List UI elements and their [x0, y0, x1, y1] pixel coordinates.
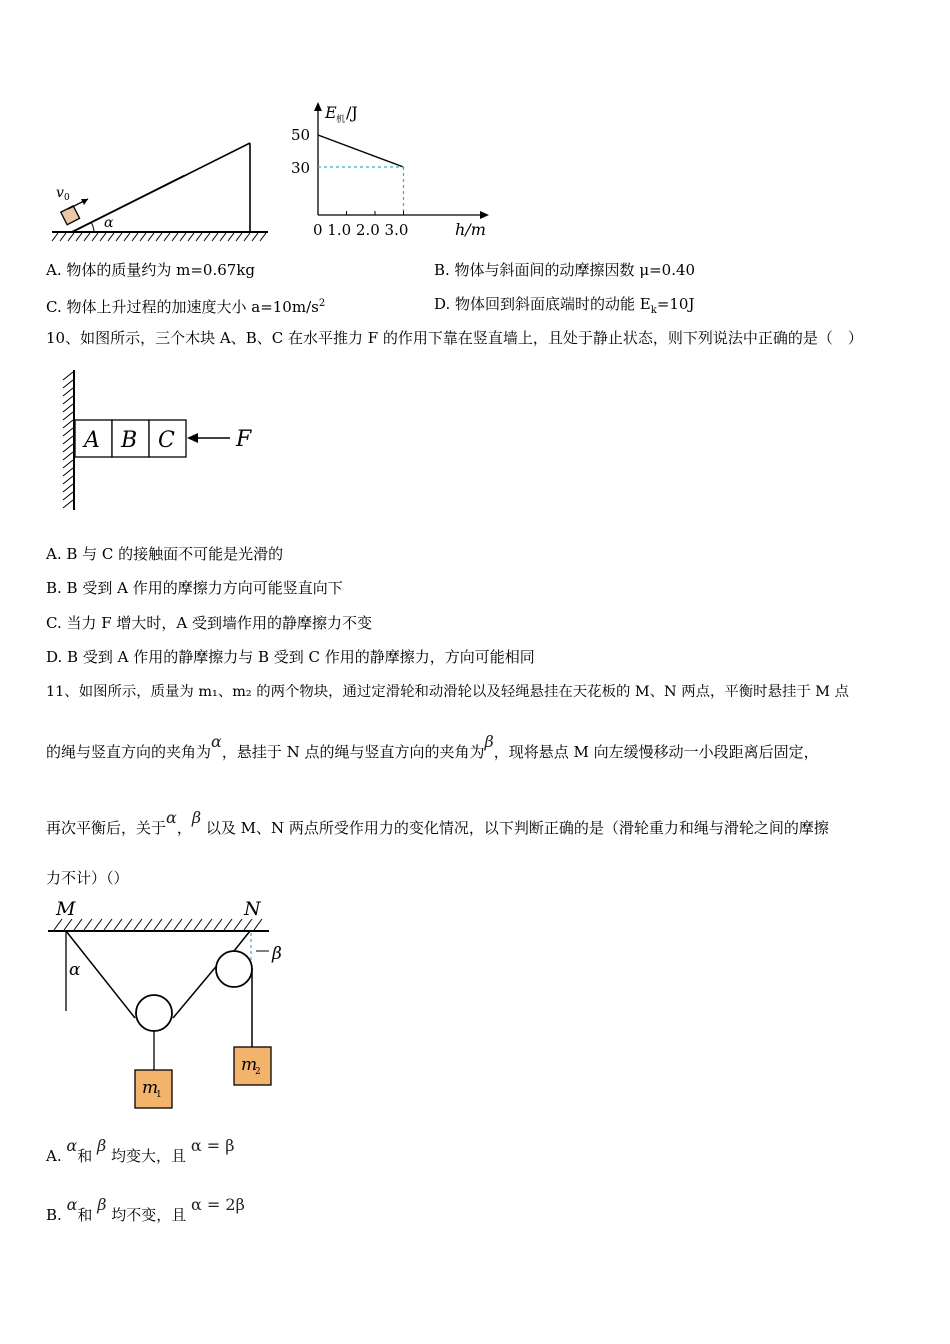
pulley-figure [44, 893, 314, 1118]
q11-option-b[interactable]: B. α和 β 均不变，且 α = 2β [46, 1195, 245, 1224]
svg-text:/J: /J [346, 103, 358, 122]
wall-blocks-figure [58, 368, 268, 513]
q10-stem: 10、如图所示，三个木块 A、B、C 在水平推力 F 的作用下靠在竖直墙上，且处于静止状态，则下列说法中正确的是（ ） [46, 329, 863, 347]
q11-option-a[interactable]: A. α和 β 均变大，且 α = β [46, 1136, 235, 1165]
movable-pulley [136, 995, 172, 1031]
energy-series-line [318, 135, 404, 167]
q11-stem-line2: 的绳与竖直方向的夹角为α，悬挂于 N 点的绳与竖直方向的夹角为β，现将悬点 M 向左缓慢移动一小段距离后固定， [46, 732, 819, 761]
svg-text:m: m [142, 1078, 159, 1098]
q10-option-d[interactable]: D. B 受到 A 作用的静摩擦力与 B 受到 C 作用的静摩擦力，方向可能相同 [46, 648, 535, 666]
q10-option-b[interactable]: B. B 受到 A 作用的摩擦力方向可能竖直向下 [46, 579, 343, 597]
svg-text:A: A [84, 428, 100, 453]
x-axis-label: h/m [455, 220, 486, 239]
incline-body [50, 140, 275, 240]
q9-option-c[interactable]: C. 物体上升过程的加速度大小 $a=10m/s^2$ [46, 298, 326, 316]
v0-label: v [56, 185, 64, 201]
svg-text:2: 2 [255, 1067, 261, 1077]
q11-stem-line4: 力不计）（） [46, 869, 129, 887]
label-n: N [244, 898, 261, 920]
q9-option-b[interactable]: B. 物体与斜面间的动摩擦因数 μ=0.40 [434, 261, 696, 279]
beta-label: β [272, 944, 282, 964]
alpha-label: α [69, 960, 81, 980]
q9-option-a[interactable]: A. 物体的质量约为 m=0.67kg [46, 261, 256, 279]
alpha-label: α [104, 215, 114, 231]
svg-text:B: B [121, 428, 138, 453]
force-label: F [236, 427, 252, 452]
svg-text:m: m [241, 1055, 258, 1075]
x-tick-labels: 0 1.0 2.0 3.0 [313, 221, 409, 239]
q10-option-a[interactable]: A. B 与 C 的接触面不可能是光滑的 [46, 545, 284, 563]
q9-option-d[interactable]: D. 物体回到斜面底端时的动能 $E_k=10J$ [434, 295, 695, 316]
y-tick-label: 30 [291, 159, 311, 177]
y-tick-label: 50 [291, 126, 311, 144]
energy-height-chart [285, 100, 500, 245]
svg-text:机: 机 [336, 115, 346, 125]
q10-option-c[interactable]: C. 当力 F 增大时，A 受到墙作用的静摩擦力不变 [46, 614, 373, 632]
svg-text:0: 0 [64, 193, 70, 203]
y-axis-label: E [325, 103, 337, 122]
label-m: M [56, 898, 76, 920]
svg-text:1: 1 [156, 1090, 162, 1100]
svg-text:C: C [158, 428, 175, 453]
q11-stem-line1: 11、如图所示，质量为 m₁、m₂ 的两个物块，通过定滑轮和动滑轮以及轻绳悬挂在天花板的 M、N 两点，平衡时悬挂于 M 点 [46, 684, 850, 700]
q11-stem-line3: 再次平衡后，关于α，β 以及 M、N 两点所受作用力的变化情况，以下判断正确的是（滑轮重力和绳与滑轮之间的摩擦 [46, 808, 829, 837]
fixed-pulley [216, 951, 252, 987]
